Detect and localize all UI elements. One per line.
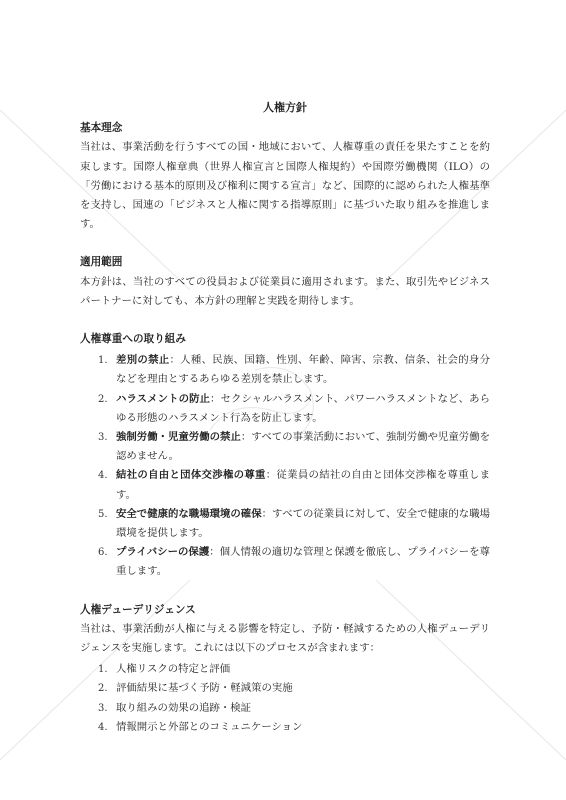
document-page bbox=[80, 98, 490, 756]
list-item bbox=[80, 699, 490, 718]
list-term: プライバシーの保護 bbox=[116, 546, 210, 559]
list-term: 強制労働・児童労働の禁止 bbox=[116, 431, 241, 444]
list-item bbox=[80, 466, 490, 504]
list-text: 情報開示と外部とのコミュニケーション bbox=[116, 720, 303, 733]
section-heading: 基本理念 bbox=[80, 122, 123, 135]
section-body: 本方針は、当社のすべての役員および従業員に適用されます。また、取引先やビジネスパートナーに対しても、本方針の理解と実践を期待します。 bbox=[80, 275, 490, 307]
list-term: 結社の自由と団体交渉権の尊重 bbox=[116, 469, 266, 482]
list-text: 取り組みの効果の追跡・検証 bbox=[116, 701, 252, 714]
list-text: ：すべての従業員に対して、安全で健康的な職場環境を提供します。 bbox=[116, 507, 490, 540]
list-item bbox=[80, 718, 490, 737]
section-human-rights-efforts bbox=[80, 330, 490, 582]
efforts-list bbox=[80, 351, 490, 581]
section-body: 当社は、事業活動が人権に与える影響を特定し、予防・軽減するための人権デューデリジェンスを実施します。これには以下のプロセスが含まれます： bbox=[80, 622, 490, 655]
list-text: ：すべての事業活動において、強制労働や児童労働を認めません。 bbox=[116, 431, 490, 463]
list-text: 評価結果に基づく予防・軽減策の実施 bbox=[116, 682, 293, 695]
list-item bbox=[80, 428, 490, 466]
list-number: 2. bbox=[98, 393, 108, 405]
list-text: ：セクシャルハラスメント、パワーハラスメントなど、あらゆる形態のハラスメント行為を防止します。 bbox=[116, 392, 491, 424]
list-item bbox=[80, 351, 490, 389]
list-item bbox=[80, 505, 490, 543]
list-term: 差別の禁止 bbox=[116, 354, 170, 367]
section-heading: 人権尊重への取り組み bbox=[80, 333, 186, 346]
section-due-diligence bbox=[80, 601, 490, 737]
process-list bbox=[80, 660, 490, 737]
document-title: 人権方針 bbox=[263, 101, 307, 114]
list-item bbox=[80, 543, 490, 581]
list-number: 6. bbox=[98, 547, 108, 559]
list-number: 4. bbox=[98, 721, 108, 733]
list-text: ：人種、民族、国籍、性別、年齢、障害、宗教、信条、社会的身分などを理由とするあらゆる差別を禁止します。 bbox=[116, 354, 491, 386]
list-number: 4. bbox=[98, 470, 108, 482]
list-term: ハラスメントの防止 bbox=[116, 392, 211, 405]
list-item bbox=[80, 390, 490, 428]
list-text: ：従業員の結社の自由と団体交渉権を尊重します。 bbox=[116, 469, 491, 501]
list-number: 1. bbox=[98, 664, 108, 676]
list-term: 安全で健康的な職場環境の確保 bbox=[116, 507, 262, 520]
list-item bbox=[80, 660, 490, 679]
section-scope bbox=[80, 253, 490, 311]
list-text: ：個人情報の適切な管理と保護を徹底し、プライバシーを尊重します。 bbox=[116, 546, 490, 578]
section-body: 当社は、事業活動を行うすべての国・地域において、人権尊重の責任を果たすことを約束します。国際人権章典（世界人権宣言と国際人権規約）や国際労働機関（ILO）の「労働における基本的原則及び権利に関する宣言」など、国際的に認められた人権基準を支持し、国連の「ビジネスと人権に関する指導原則」に基づいた取り組みを推進します。 bbox=[80, 141, 490, 231]
list-number: 3. bbox=[98, 432, 108, 444]
list-text: 人権リスクの特定と評価 bbox=[116, 663, 231, 676]
list-number: 5. bbox=[98, 508, 108, 520]
list-item bbox=[80, 679, 490, 698]
section-basic-philosophy bbox=[80, 119, 490, 234]
list-number: 3. bbox=[98, 702, 108, 714]
list-number: 1. bbox=[98, 355, 108, 367]
section-heading: 適用範囲 bbox=[80, 256, 123, 269]
section-heading: 人権デューデリジェンス bbox=[80, 603, 196, 616]
list-number: 2. bbox=[98, 683, 108, 695]
